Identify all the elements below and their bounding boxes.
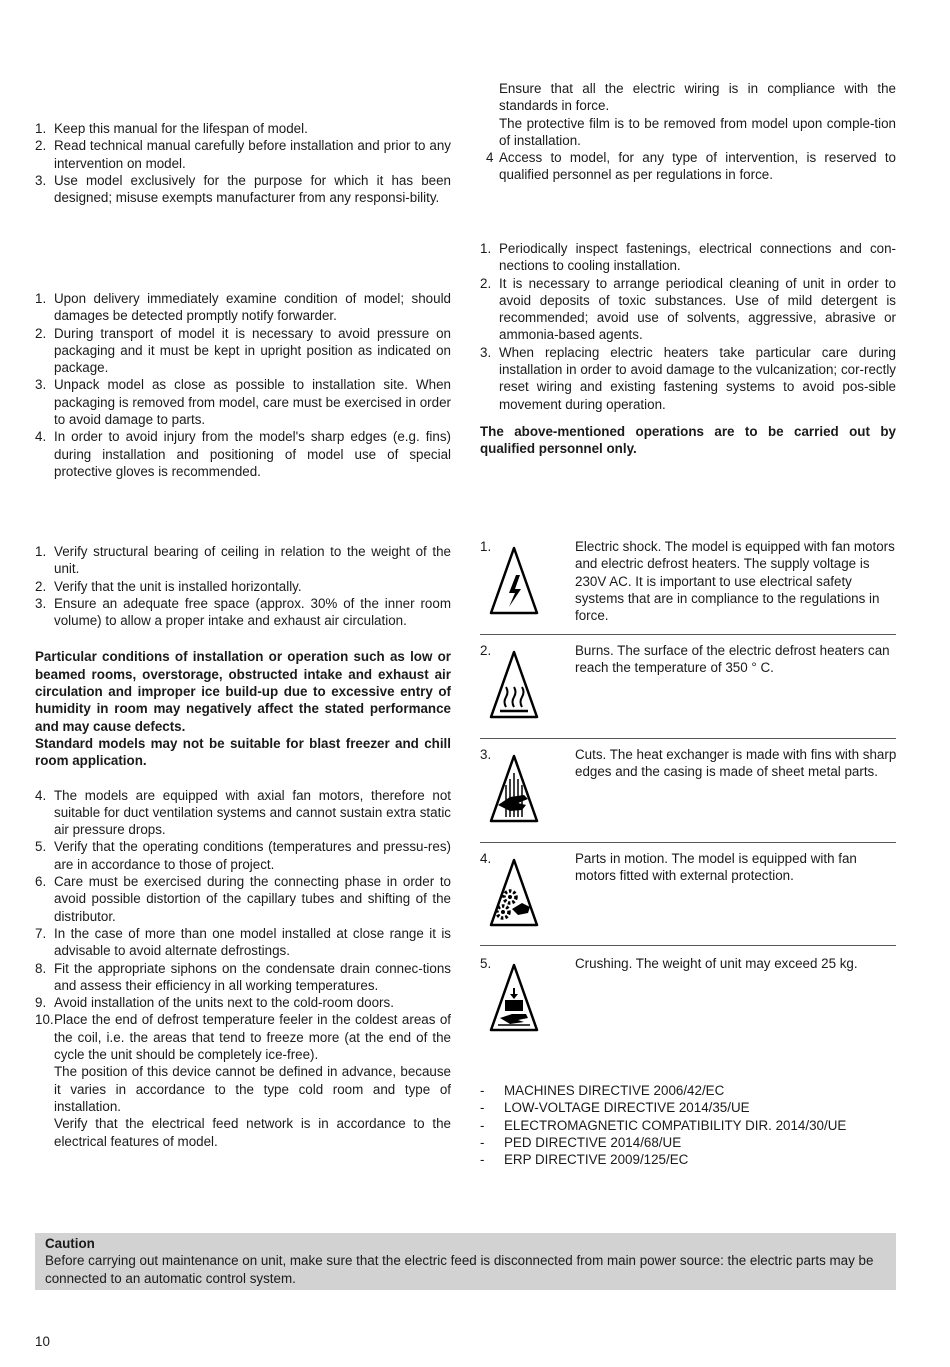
hot-surface-icon xyxy=(488,649,540,721)
list-item: 8. Fit the appropriate siphons on the condensate drain connec-tions and assess their efficiency in all working temperatures. xyxy=(35,960,451,993)
hazard-divider xyxy=(480,634,896,635)
electric-shock-icon xyxy=(488,545,540,617)
list-item: 1. Upon delivery immediately examine condition of model; should damages be detected promptly notify forwarder. xyxy=(35,291,451,324)
list-item: 4. In order to avoid injury from the model's sharp edges (e.g. fins) during installation and positioning of model use of special protective gloves is recommended. xyxy=(35,429,451,479)
directives-list xyxy=(480,1082,896,1168)
list-item: 1. Keep this manual for the lifespan of model. xyxy=(35,121,308,136)
hazard-divider xyxy=(480,842,896,843)
access-list xyxy=(480,149,896,184)
general-section xyxy=(35,120,451,206)
hazard-divider xyxy=(480,738,896,739)
installation-section xyxy=(35,543,451,1150)
list-item: - LOW-VOLTAGE DIRECTIVE 2014/35/UE xyxy=(480,1100,750,1116)
caution-text: Before carrying out maintenance on unit, make sure that the electric feed is disconnected from main power source: the electric parts may be connected to an automatic control system. xyxy=(45,1253,874,1286)
moving-parts-icon xyxy=(488,857,540,929)
wiring-section xyxy=(480,80,896,184)
list-item: - MACHINES DIRECTIVE 2006/42/EC xyxy=(480,1083,725,1098)
list-item: 2. During transport of model it is necessary to avoid pressure on packaging and it must be kept in upright position as indicated on package. xyxy=(35,325,451,376)
hazard-item: 5. Crushing. The weight of unit may exceed 25 kg. xyxy=(480,955,896,1053)
item10-paragraph: The position of this device cannot be defined in advance, because it varies in accordance to the type cold room and type of installation. xyxy=(54,1064,451,1114)
installation-list-a xyxy=(35,543,451,629)
list-item: - ERP DIRECTIVE 2009/125/EC xyxy=(480,1152,689,1168)
maintenance-list xyxy=(480,240,896,413)
general-list xyxy=(35,120,451,206)
page-number: 10 xyxy=(35,1334,50,1349)
list-item: 6. Care must be exercised during the connecting phase in order to avoid possible distortion of the capillary tubes and shifting of the distributor. xyxy=(35,874,451,924)
installation-warning: Particular conditions of installation or operation such as low or beamed rooms, overstorage, obstructed intake and exhaust air circulation and improper ice build-up due to excessive entry of humidity in room may negatively affect the stated performance and may cause defects. xyxy=(35,649,451,734)
transport-list xyxy=(35,290,451,480)
list-item: 2. Verify that the unit is installed horizontally. xyxy=(35,578,302,594)
list-item: 3. When replacing electric heaters take particular care during installation in order to avoid damage to the vulcanization; cor-rectly reset wiring and existing fastening systems to avoid pos-sible movement during operation. xyxy=(480,344,896,412)
list-item: 1. Periodically inspect fastenings, electrical connections and con-nections to cooling installation. xyxy=(480,241,896,274)
list-item: 1. Verify structural bearing of ceiling in relation to the weight of the unit. xyxy=(35,544,451,577)
list-item: 10. Place the end of defrost temperature feeler in the coldest areas of the coil, i.e. the areas that tend to freeze more (at the end of the cycle the unit should be completely ice-free). xyxy=(35,1012,451,1063)
cut-hazard-icon xyxy=(488,753,540,825)
list-item: 3. Ensure an adequate free space (approx. 30% of the inner room volume) to allow a proper intake and exhaust air circulation. xyxy=(35,595,451,629)
qualified-personnel-note: The above-mentioned operations are to be carried out by qualified personnel only. xyxy=(480,423,896,457)
list-item: 2. It is necessary to arrange periodical cleaning of unit in order to avoid deposits of toxic substances. Use of mild detergent is recommended; avoid use of solvents, aggressive, abrasive or ammonia-based agents. xyxy=(480,275,896,343)
list-item: 3. Unpack model as close as possible to installation site. When packaging is removed from model, care must be exercised in order to avoid damage to parts. xyxy=(35,377,451,428)
installation-list-b xyxy=(35,787,451,1064)
hazard-item: 1. Electric shock. The model is equipped with fan motors and electric defrost heaters. The supply voltage is 230V AC. It is important to use electrical safety systems that are in compliance to the regulations in force. xyxy=(480,539,895,624)
item10-paragraph: Verify that the electrical feed network is in accordance to the electrical features of model. xyxy=(54,1116,451,1149)
list-item: - ELECTROMAGNETIC COMPATIBILITY DIR. 2014/30/UE xyxy=(480,1117,847,1133)
caution-title: Caution xyxy=(45,1236,95,1251)
hazard-divider xyxy=(480,945,896,946)
hazard-item: 2. Burns. The surface of the electric defrost heaters can reach the temperature of 350 ° C. xyxy=(480,642,896,740)
list-item: 4 Access to model, for any type of intervention, is reserved to qualified personnel as per regulations in force. xyxy=(486,150,896,183)
film-paragraph: The protective film is to be removed from model upon comple-tion of installation. xyxy=(499,115,896,148)
list-item: 4. The models are equipped with axial fan motors, therefore not suitable for duct ventilation systems and cannot sustain extra static air pressure drops. xyxy=(35,787,451,838)
hazard-item: 4. Parts in motion. The model is equipped with fan motors fitted with external protection. xyxy=(480,850,896,948)
wiring-paragraph: Ensure that all the electric wiring is in compliance with the standards in force. xyxy=(499,81,896,114)
hazard-item: 3. Cuts. The heat exchanger is made with fins with sharp edges and the casing is made of sheet metal parts. xyxy=(480,746,896,844)
crushing-icon xyxy=(488,962,540,1034)
list-item: 9. Avoid installation of the units next to the cold-room doors. xyxy=(35,995,394,1011)
list-item: 3. Use model exclusively for the purpose for which it has been designed; misuse exempts manufacturer from any responsi-bility. xyxy=(35,172,451,206)
transport-section xyxy=(35,290,451,480)
list-item: 7. In the case of more than one model installed at close range it is advisable to avoid alternate defrostings. xyxy=(35,925,451,959)
list-item: 5. Verify that the operating conditions (temperatures and pressu-res) are in accordance to those of project. xyxy=(35,839,451,872)
list-item: - PED DIRECTIVE 2014/68/UE xyxy=(480,1134,682,1150)
caution-box xyxy=(35,1233,896,1290)
list-item: 2. Read technical manual carefully before installation and prior to any intervention on model. xyxy=(35,138,451,171)
maintenance-section xyxy=(480,240,896,458)
installation-warning-standard: Standard models may not be suitable for blast freezer and chill room application. xyxy=(35,735,451,769)
